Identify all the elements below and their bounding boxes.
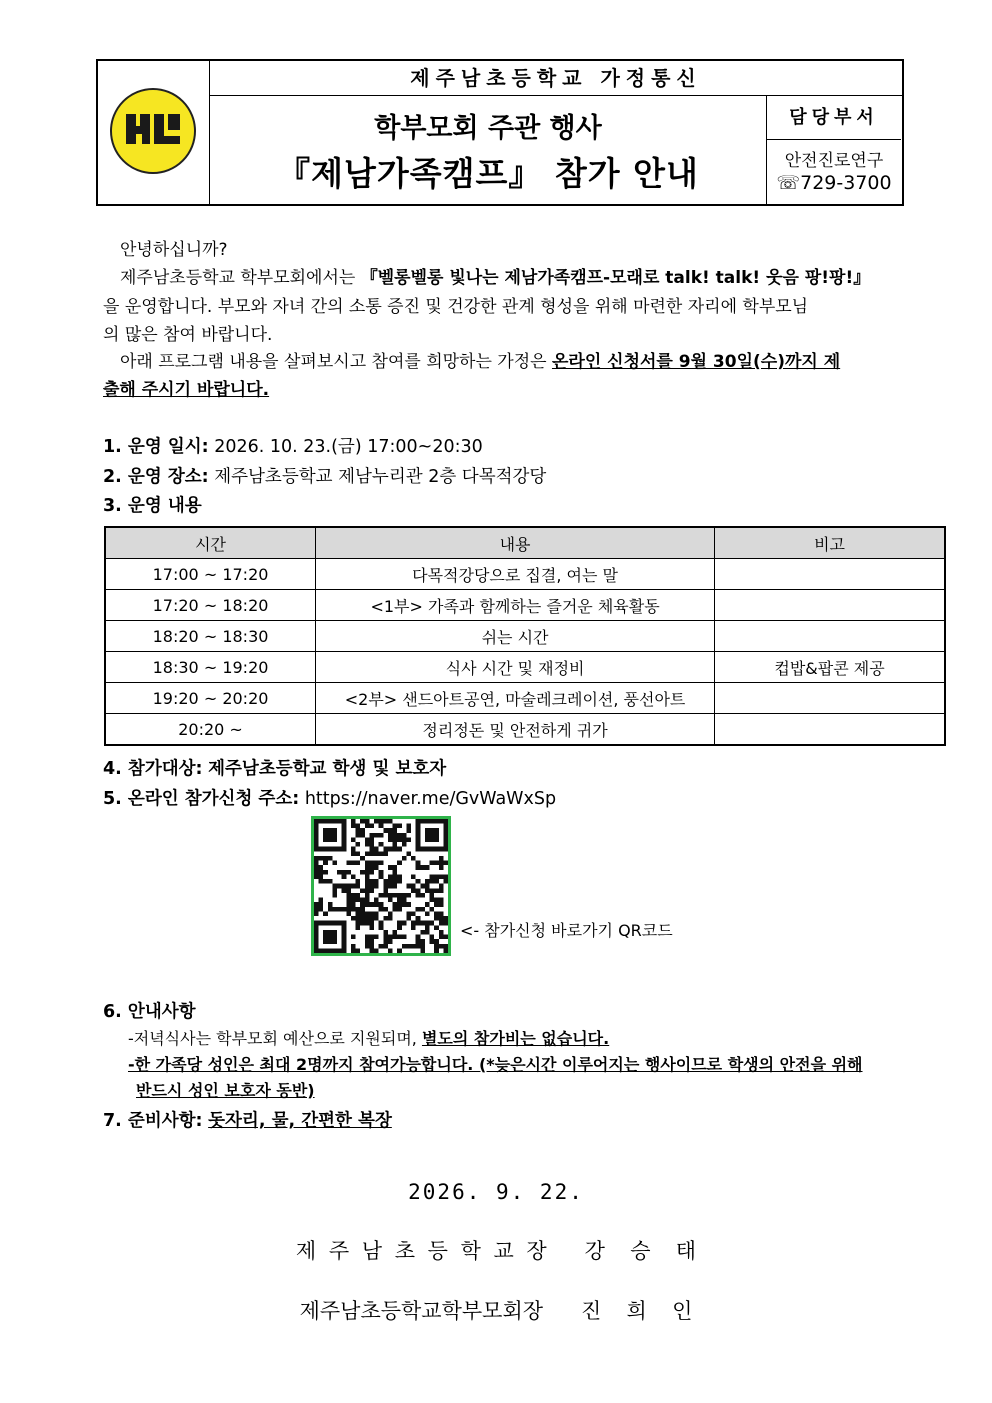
title-line2: 『제남가족캠프』 참가 안내	[277, 154, 699, 193]
table-cell: 컵밥&팝콘 제공	[715, 652, 945, 683]
notice-line1	[128, 1026, 609, 1049]
table-header: 시간	[105, 527, 316, 559]
item-apply	[103, 785, 556, 810]
greeting: 안녕하십니까?	[120, 240, 228, 260]
item-schedule-label: 1. 운영 일시:	[103, 437, 209, 457]
item-prepare-value: 돗자리, 물, 간편한 복장	[208, 1111, 392, 1131]
table-cell: 19:20 ~ 20:20	[105, 683, 316, 714]
table-row	[105, 590, 945, 621]
table-row	[105, 652, 945, 683]
qr-code[interactable]	[311, 816, 451, 956]
item-venue	[103, 463, 546, 488]
table-row	[105, 714, 945, 746]
notice-line3: 반드시 성인 보호자 동반)	[136, 1081, 315, 1100]
item-target-label: 4. 참가대상:	[103, 759, 203, 779]
table-row	[105, 683, 945, 714]
newsletter-title: 제주남초등학교 가정통신	[210, 61, 902, 96]
qr-caption: <- 참가신청 바로가기 QR코드	[460, 921, 673, 940]
department-phone: ☏729-3700	[776, 172, 892, 194]
intro-line1-prefix: 제주남초등학교 학부모회에서는	[120, 268, 361, 288]
issue-date: 2026. 9. 22.	[408, 1180, 584, 1204]
deadline-notice: 온라인 신청서를 9월 30일(수)까지 제	[551, 352, 841, 372]
intro-line2: 을 운영합니다. 부모와 자녀 간의 소통 증진 및 건강한 관계 형성을 위해 마련한 자리에 학부모님	[103, 297, 809, 317]
item-target-value: 제주남초등학교 학생 및 보호자	[208, 759, 447, 779]
intro-line3: 의 많은 참여 바랍니다.	[103, 325, 273, 345]
table-cell: 식사 시간 및 재정비	[316, 652, 715, 683]
qr-code-icon	[314, 819, 448, 953]
department-cell	[766, 96, 902, 204]
school-logo	[110, 88, 196, 174]
item-content-label: 3. 운영 내용	[103, 496, 202, 516]
table-cell: <2부> 샌드아트공연, 마술레크레이션, 풍선아트	[316, 683, 715, 714]
intro-line1	[120, 264, 870, 293]
title-cell	[210, 96, 766, 204]
newsletter-header	[96, 59, 904, 206]
table-cell: 17:20 ~ 18:20	[105, 590, 316, 621]
pta-president-signature: 제주남초등학교학부모회장 진 희 인	[299, 1299, 693, 1323]
principal-signature: 제 주 남 초 등 학 교 장 강 승 태	[295, 1239, 697, 1263]
item-venue-value: 제주남초등학교 제남누리관 2층 다목적강당	[214, 467, 547, 487]
event-name: 『벨롱벨롱 빛나는 제남가족캠프-모래로 talk! talk! 웃음 팡!팡!』	[360, 268, 871, 288]
department-name: 안전진로연구	[784, 151, 884, 171]
notice-fee: 별도의 참가비는 없습니다.	[421, 1029, 610, 1048]
deadline-notice-cont: 출해 주시기 바랍니다.	[103, 380, 270, 400]
table-cell: 18:20 ~ 18:30	[105, 621, 316, 652]
item-prepare	[103, 1107, 392, 1132]
table-header: 내용	[316, 527, 715, 559]
notice-line1-prefix: -저녁식사는 학부모회 예산으로 지원되며,	[128, 1029, 422, 1048]
intro-line4-prefix: 아래 프로그램 내용을 살펴보시고 참여를 희망하는 가정은	[120, 352, 552, 372]
item-schedule-value: 2026. 10. 23.(금) 17:00~20:30	[214, 437, 483, 457]
item-prepare-label: 7. 준비사항:	[103, 1111, 203, 1131]
title-line1: 학부모회 주관 행사	[374, 113, 602, 144]
table-cell: 다목적강당으로 집결, 여는 말	[316, 559, 715, 590]
notice-line2: -한 가족당 성인은 최대 2명까지 참여가능합니다. (*늦은시간 이루어지는 행사이므로 학생의 안전을 위해	[128, 1055, 863, 1074]
table-row	[105, 559, 945, 590]
logo-cell	[98, 61, 210, 204]
item-apply-label: 5. 온라인 참가신청 주소:	[103, 789, 300, 809]
table-header-row	[105, 527, 945, 559]
table-row	[105, 621, 945, 652]
department-label: 담당부서	[767, 96, 901, 140]
schedule-table	[104, 526, 946, 746]
item-notice-label: 6. 안내사항	[103, 1002, 196, 1022]
item-target	[103, 755, 446, 780]
table-cell: <1부> 가족과 함께하는 즐거운 체육활동	[316, 590, 715, 621]
item-venue-label: 2. 운영 장소:	[103, 467, 209, 487]
table-cell: 18:30 ~ 19:20	[105, 652, 316, 683]
item-schedule	[103, 433, 483, 458]
table-header: 비고	[715, 527, 945, 559]
school-logo-icon	[112, 90, 194, 172]
table-cell	[715, 590, 945, 621]
table-cell	[715, 683, 945, 714]
table-cell	[715, 621, 945, 652]
application-link[interactable]: https://naver.me/GvWaWxSp	[304, 789, 557, 809]
table-cell	[715, 714, 945, 746]
table-cell: 17:00 ~ 17:20	[105, 559, 316, 590]
table-cell: 정리정돈 및 안전하게 귀가	[316, 714, 715, 746]
table-cell: 쉬는 시간	[316, 621, 715, 652]
table-cell: 20:20 ~	[105, 714, 316, 746]
intro-line4	[120, 348, 840, 377]
table-cell	[715, 559, 945, 590]
